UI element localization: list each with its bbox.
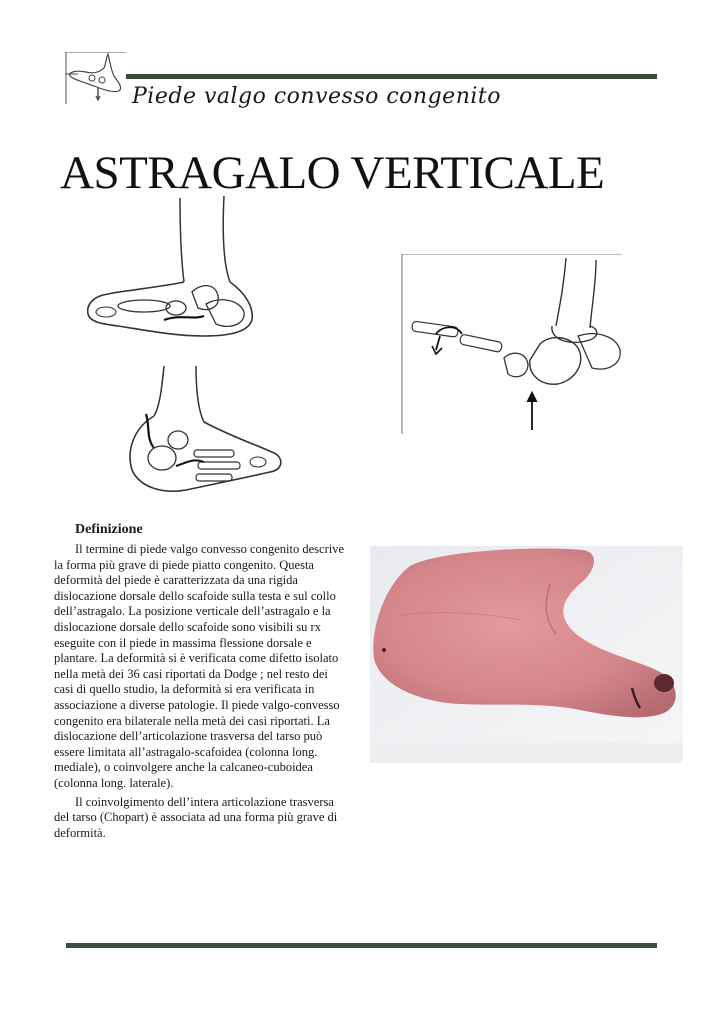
header-subtitle: Piede valgo convesso congenito	[132, 84, 501, 109]
footer-rule	[66, 943, 657, 948]
foot-xray-illustration	[400, 254, 624, 434]
header-rule	[126, 74, 657, 79]
foot-logo-icon	[64, 52, 128, 104]
foot-lateral-illustration	[84, 196, 259, 348]
section-heading: Definizione	[75, 522, 143, 537]
foot-dorsal-illustration	[124, 366, 286, 504]
infant-foot-photo	[370, 546, 683, 763]
article-paragraph: Il termine di piede valgo convesso congenito descrive la forma più grave di piede piatto congenito. Questa deformità del piede è caratterizzata da una rigida dislocazione dorsale dello scafoide sulla testa e sul collo dell’astragalo. La posizione verticale dell’astragalo e la dislocazione dorsale dello scafoide sono visibili su rx eseguite con il piede in massima flessione dorsale e plantare. La deformità si è verificata come difetto isolato nella metà dei 36 casi riportati da Dodge ; nel resto dei casi di quello studio, la deformità si era verificata in associazione a diverse patologie. Il piede valgo-convesso congenito era bilaterale nella metà dei casi riportati. La dislocazione dell’articolazione trasversa del tarso può essere limitata all’astragalo-scafoidea (colonna long. mediale), o coinvolgere anche la calcaneo-cuboidea (colonna long. laterale).	[54, 542, 345, 790]
article-paragraph: Il coinvolgimento dell’intera articolazione trasversa del tarso (Chopart) è associata ad una forma più grave di deformità.	[54, 794, 338, 840]
page-title: ASTRAGALO VERTICALE	[60, 147, 605, 199]
article-body	[54, 542, 350, 844]
